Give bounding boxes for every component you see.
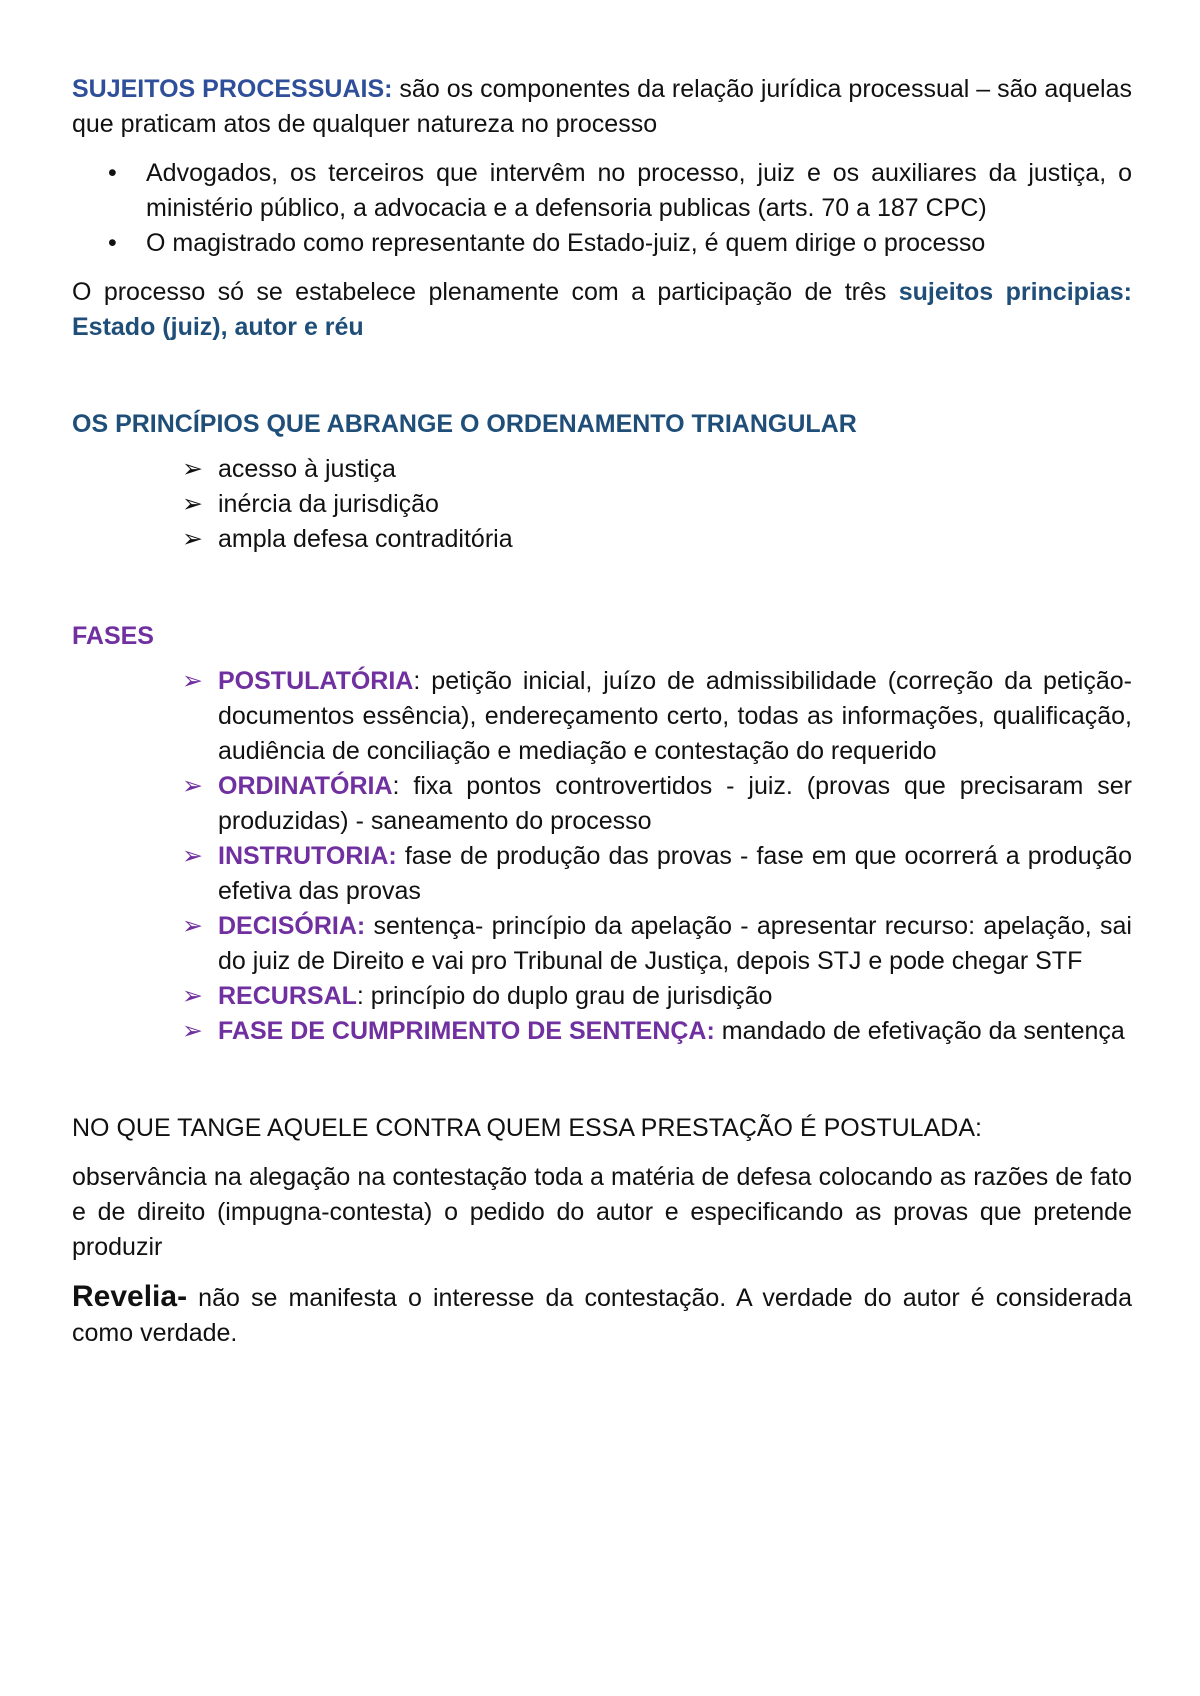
fase-term: FASE DE CUMPRIMENTO DE SENTENÇA: — [218, 1017, 715, 1045]
fase-text: : fixa pontos controvertidos - juiz. (provas que precisaram ser produzidas) - saneamento do processo — [218, 772, 1132, 835]
prestacao-paragraph: observância na alegação na contestação toda a matéria de defesa colocando as razões de fato e de direito (impugna-contesta) o pedido do autor e especificando as provas que pretende produzir — [72, 1163, 1132, 1261]
list-item — [72, 452, 1132, 487]
list-item — [72, 769, 1132, 839]
fase-text: mandado de efetivação da sentença — [714, 1017, 1125, 1045]
arrow-bullet-icon: ➢ — [182, 667, 203, 695]
arrow-bullet-icon: ➢ — [182, 772, 203, 800]
arrow-bullet-icon: ➢ — [182, 842, 203, 870]
prestacao-heading: NO QUE TANGE AQUELE CONTRA QUEM ESSA PRESTAÇÃO É POSTULADA: — [72, 1114, 982, 1142]
document-page — [72, 72, 1132, 1351]
fase-text: : princípio do duplo grau de jurisdição — [356, 982, 773, 1010]
list-item — [72, 664, 1132, 769]
revelia-text: não se manifesta o interesse da contestação. A verdade do autor é considerada como verdade. — [72, 1284, 1132, 1347]
processo-text: O processo só se estabelece plenamente com a participação de três — [72, 278, 899, 306]
list-item-text: Advogados, os terceiros que intervêm no processo, juiz e os auxiliares da justiça, o ministério público, a advocacia e a defensoria publicas (arts. 70 a 187 CPC) — [146, 159, 1132, 222]
bullet-icon: • — [108, 159, 117, 187]
principios-heading: OS PRINCÍPIOS QUE ABRANGE O ORDENAMENTO TRIANGULAR — [72, 410, 857, 438]
fases-list — [72, 664, 1132, 1049]
fases-heading: FASES — [72, 622, 154, 650]
list-item — [72, 522, 1132, 557]
list-item-text: ampla defesa contraditória — [218, 525, 513, 553]
processo-highlight: sujeitos principias: Estado (juiz), autor e réu — [72, 278, 1132, 341]
list-item-text: acesso à justiça — [218, 455, 396, 483]
list-item — [72, 156, 1132, 226]
list-item — [72, 979, 1132, 1014]
processo-paragraph — [72, 275, 1132, 345]
list-item — [72, 226, 1132, 261]
fase-term: INSTRUTORIA: — [218, 842, 397, 870]
sujeitos-term: SUJEITOS PROCESSUAIS: — [72, 75, 393, 103]
arrow-bullet-icon: ➢ — [182, 1017, 203, 1045]
arrow-bullet-icon: ➢ — [182, 490, 203, 518]
principios-list — [72, 452, 1132, 557]
arrow-bullet-icon: ➢ — [182, 525, 203, 553]
sujeitos-paragraph — [72, 72, 1132, 142]
arrow-bullet-icon: ➢ — [182, 982, 203, 1010]
fase-term: POSTULATÓRIA — [218, 667, 414, 695]
list-item — [72, 839, 1132, 909]
list-item — [72, 487, 1132, 522]
arrow-bullet-icon: ➢ — [182, 912, 203, 940]
list-item-text: O magistrado como representante do Estado-juiz, é quem dirige o processo — [146, 229, 986, 257]
list-item-text: inércia da jurisdição — [218, 490, 439, 518]
fase-text: fase de produção das provas - fase em que ocorrerá a produção efetiva das provas — [218, 842, 1132, 905]
fase-term: DECISÓRIA: — [218, 912, 366, 940]
fase-text: sentença- princípio da apelação - apresentar recurso: apelação, sai do juiz de Direito e vai pro Tribunal de Justiça, depois STJ e pode chegar STF — [218, 912, 1132, 975]
arrow-bullet-icon: ➢ — [182, 455, 203, 483]
fase-term: ORDINATÓRIA — [218, 772, 393, 800]
sujeitos-bullet-list — [72, 156, 1132, 261]
list-item — [72, 909, 1132, 979]
fase-text: : petição inicial, juízo de admissibilidade (correção da petição-documentos essência), endereçamento certo, todas as informações, qualificação, audiência de conciliação e mediação e contestação do requerido — [218, 667, 1132, 765]
sujeitos-text: são os componentes da relação jurídica processual – são aquelas que praticam atos de qualquer natureza no processo — [72, 75, 1132, 138]
revelia-paragraph — [72, 1279, 1132, 1351]
bullet-icon: • — [108, 229, 117, 257]
list-item — [72, 1014, 1132, 1049]
fase-term: RECURSAL — [218, 982, 357, 1010]
revelia-term: Revelia- — [72, 1280, 188, 1313]
